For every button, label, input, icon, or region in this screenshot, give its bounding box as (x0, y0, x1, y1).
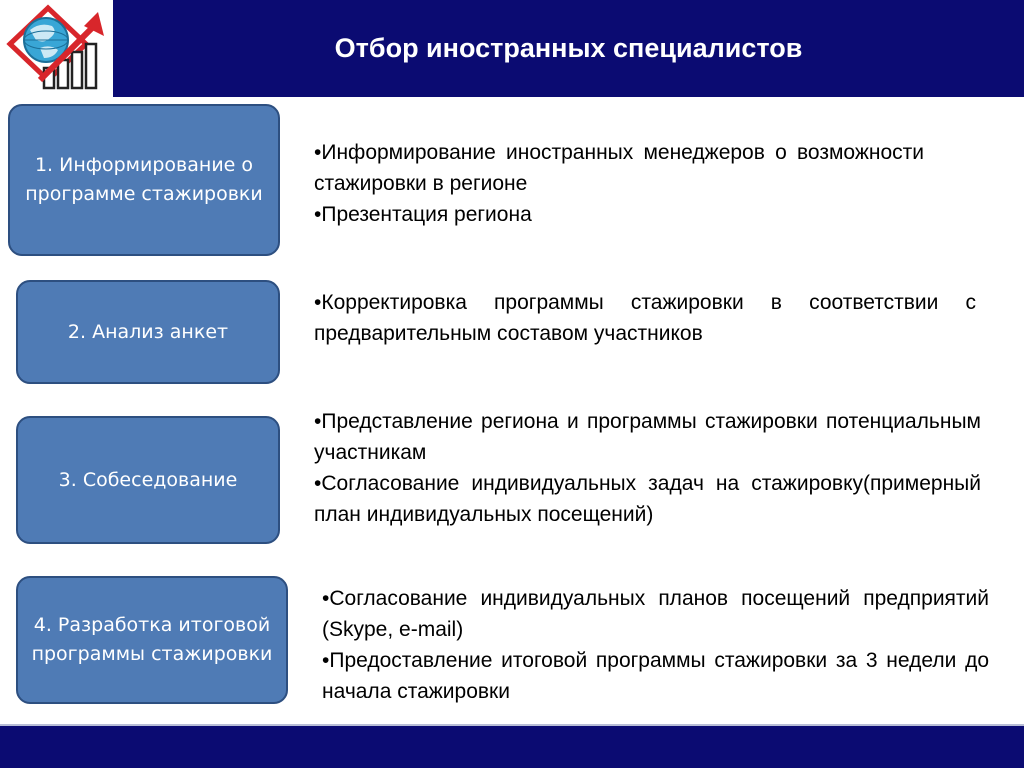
footer-bar (0, 724, 1024, 768)
step-4-description (322, 583, 989, 707)
step-2-label: 2. Анализ анкет (67, 320, 229, 343)
step-2-box (16, 280, 280, 384)
logo (0, 0, 113, 97)
step-4-item-2: •Предоставление итоговой программы стажировки за 3 недели до начала стажировки (322, 649, 989, 703)
step-4-box (16, 576, 288, 704)
step-3-item-1: •Представление региона и программы стажировки потенциальным участникам (314, 410, 981, 464)
step-1-box (8, 104, 280, 256)
step-4-item-1: •Согласование индивидуальных планов посещений предприятий (Skype, e-mail) (322, 587, 989, 641)
header-bar (0, 0, 1024, 97)
step-1-description (314, 137, 924, 230)
globe-growth-chart-logo-icon (0, 0, 113, 97)
step-1-label: 1. Информирование о программе стажировки (25, 154, 263, 205)
step-3-box (16, 416, 280, 544)
step-2-item-1: •Корректировка программы стажировки в соответствии с предварительным составом участников (314, 291, 976, 345)
step-2-description (314, 287, 976, 349)
step-3-item-2: •Согласование индивидуальных задач на стажировку(примерный план индивидуальных посещений) (314, 472, 981, 526)
step-4-label: 4. Разработка итоговой программы стажировки (31, 614, 273, 665)
step-3-label: 3. Собеседование (58, 468, 238, 491)
page-title: Отбор иностранных специалистов (334, 33, 803, 63)
step-1-item-2: •Презентация региона (314, 203, 532, 226)
step-1-item-1: •Информирование иностранных менеджеров о возможности стажировки в регионе (314, 141, 924, 195)
step-3-description (314, 406, 981, 530)
